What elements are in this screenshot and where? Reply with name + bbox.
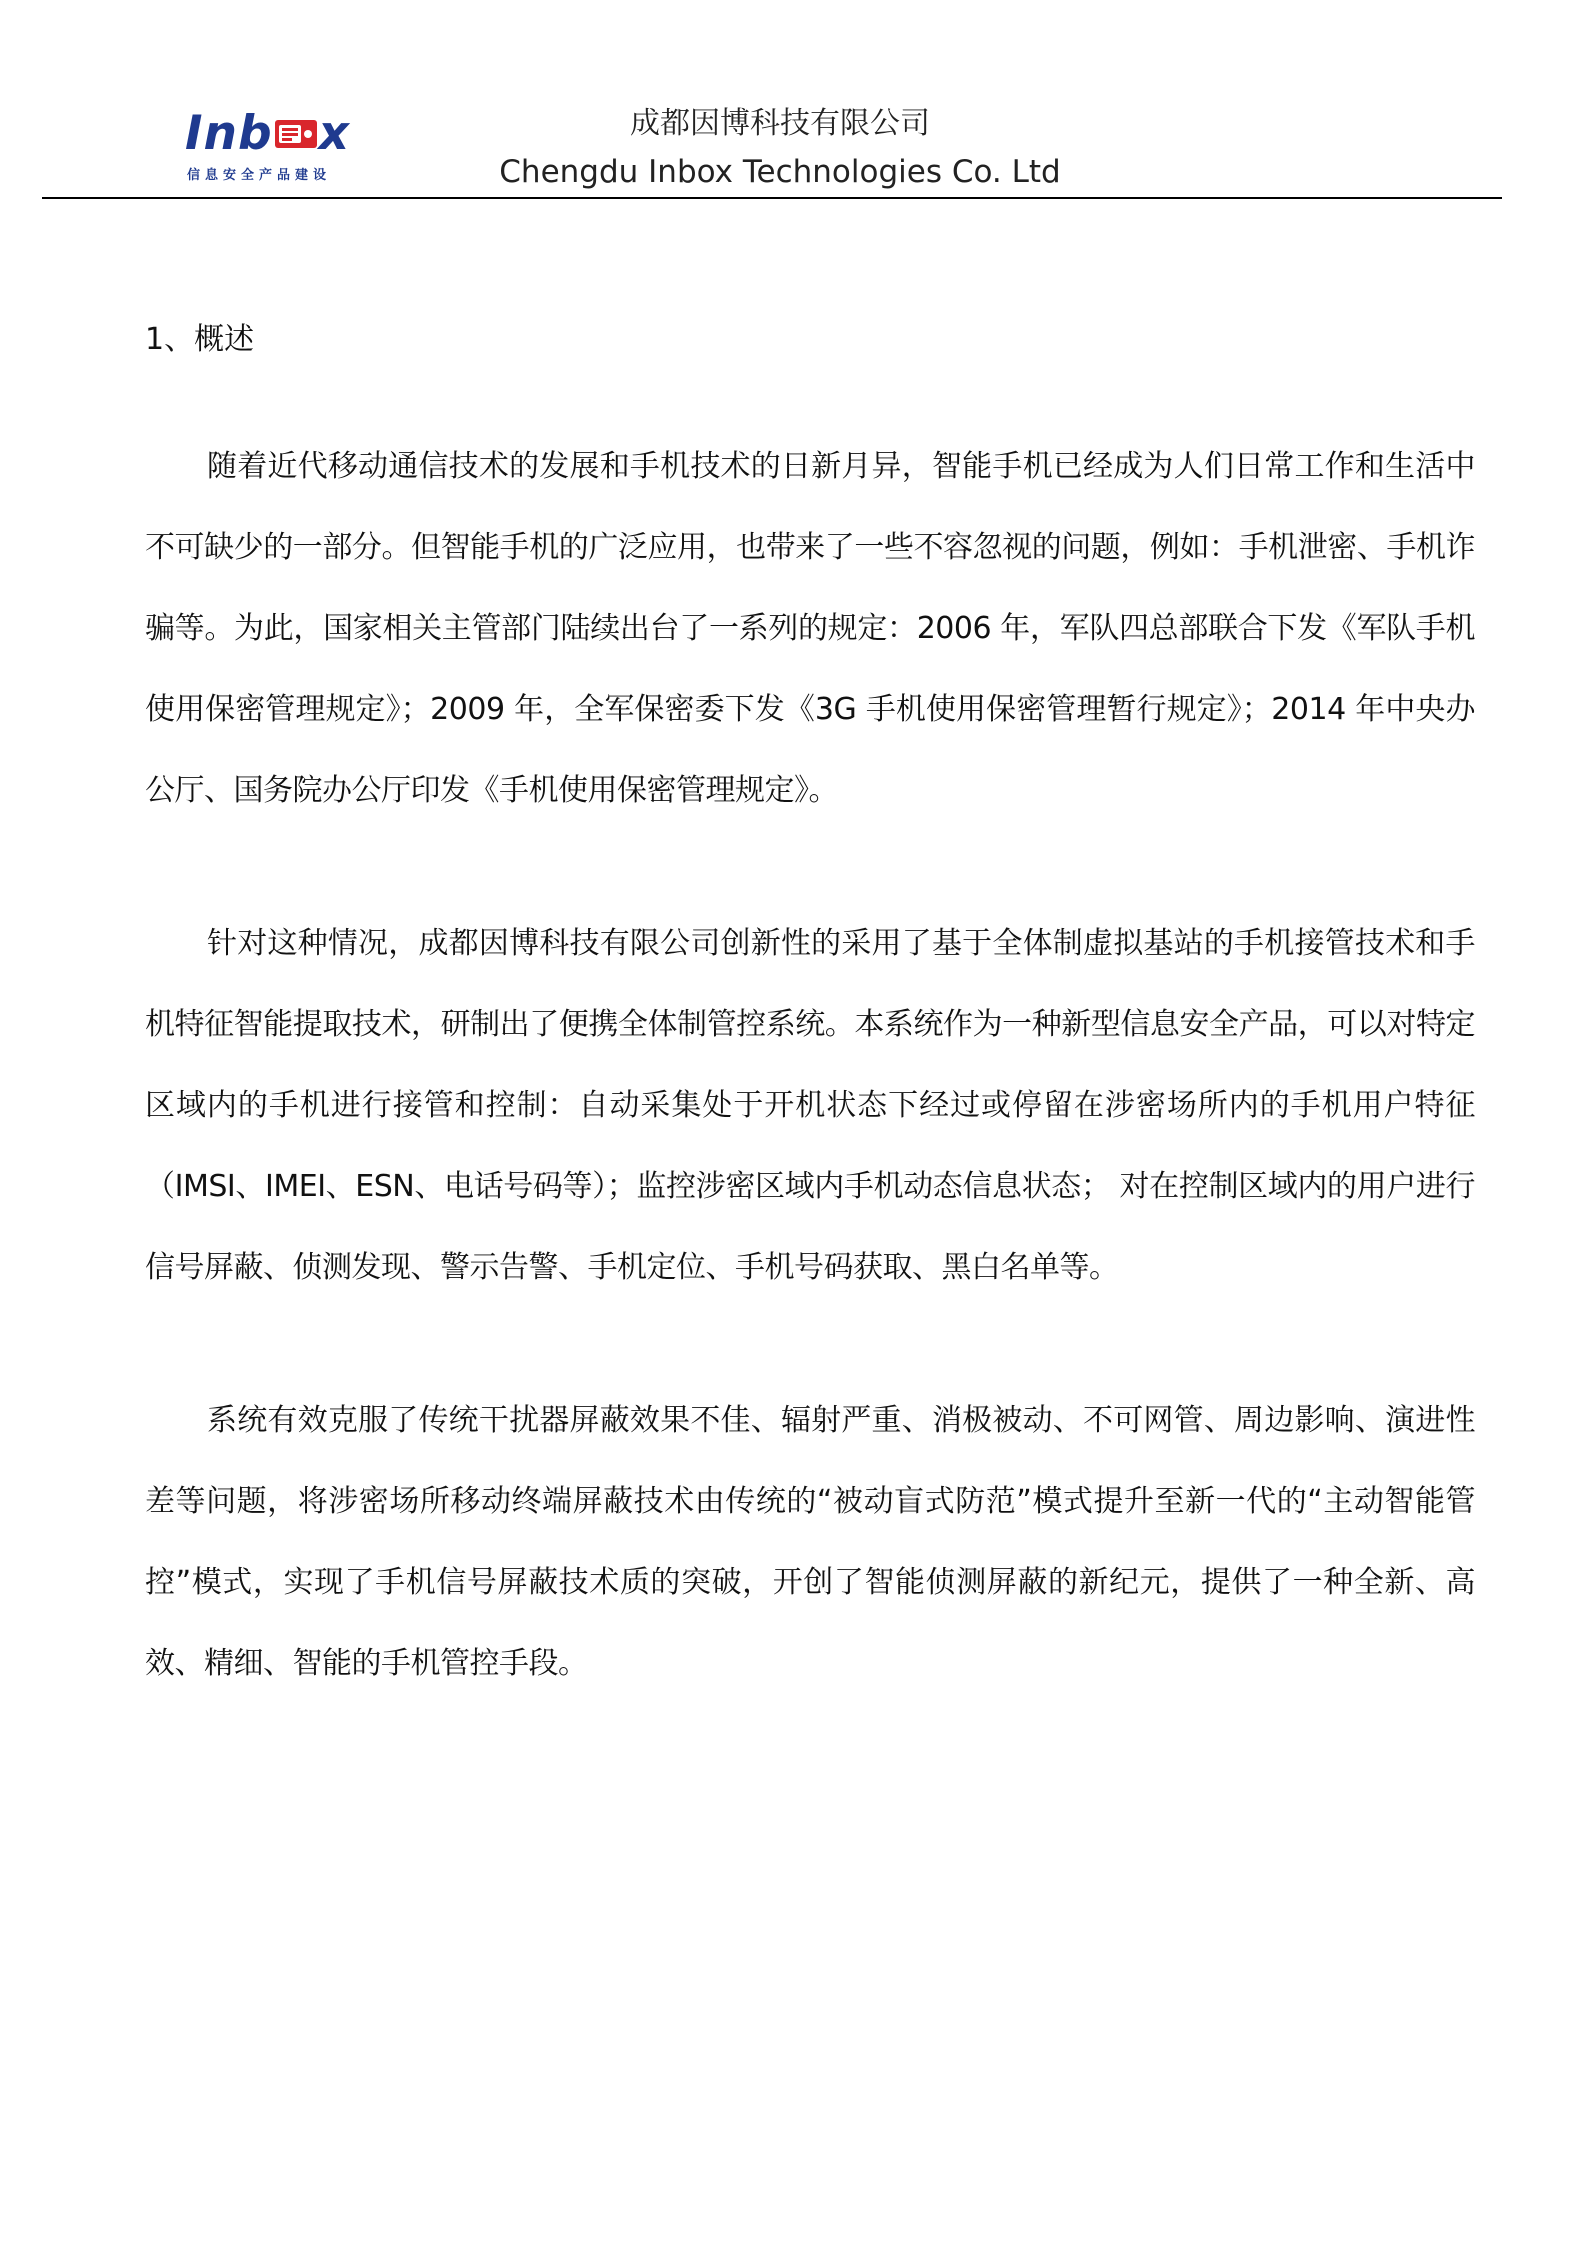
company-logo — [185, 108, 365, 188]
section-heading: 1、概述 — [145, 322, 255, 357]
logo-tagline: 信息安全产品建设 — [187, 168, 332, 183]
paragraph-background: 随着近代移动通信技术的发展和手机技术的日新月异，智能手机已经成为人们日常工作和生活中不可缺少的一部分。但智能手机的广泛应用，也带来了一些不容忽视的问题，例如：手机泄密、手机诈骗等。为此，国家相关主管部门陆续出台了一系列的规定：2006 年，军队四总部联合下发《军队手机使用保密管理规定》；2009 年，全军保密委下发《3G 手机使用保密管理暂行规定》；2014 年中央办公厅、国务院办公厅印发《手机使用保密管理规定》。 — [145, 449, 1475, 808]
paragraph-solution: 针对这种情况，成都因博科技有限公司创新性的采用了基于全体制虚拟基站的手机接管技术和手机特征智能提取技术，研制出了便携全体制管控系统。本系统作为一种新型信息安全产品，可以对特定区域内的手机进行接管和控制：自动采集处于开机状态下经过或停留在涉密场所内的手机用户特征（IMSI、IMEI、ESN、电话号码等）；监控涉密区域内手机动态信息状态； 对在控制区域内的用户进行信号屏蔽、侦测发现、警示告警、手机定位、手机号码获取、黑白名单等。 — [145, 926, 1475, 1285]
logo-word-prefix: Inb — [185, 106, 273, 161]
page-header — [0, 0, 1588, 200]
logo-mailbox-icon — [274, 119, 318, 149]
company-name-english: Chengdu Inbox Technologies Co. Ltd — [499, 154, 1061, 190]
logo-wordmark — [185, 108, 350, 160]
logo-word-suffix: x — [318, 106, 350, 161]
company-name-chinese: 成都因博科技有限公司 — [630, 106, 930, 141]
paragraph-advantages: 系统有效克服了传统干扰器屏蔽效果不佳、辐射严重、消极被动、不可网管、周边影响、演进性差等问题，将涉密场所移动终端屏蔽技术由传统的“被动盲式防范”模式提升至新一代的“主动智能管控”模式，实现了手机信号屏蔽技术质的突破，开创了智能侦测屏蔽的新纪元，提供了一种全新、高效、精细、智能的手机管控手段。 — [145, 1403, 1475, 1681]
header-divider — [42, 197, 1502, 199]
document-body — [145, 300, 1475, 1776]
